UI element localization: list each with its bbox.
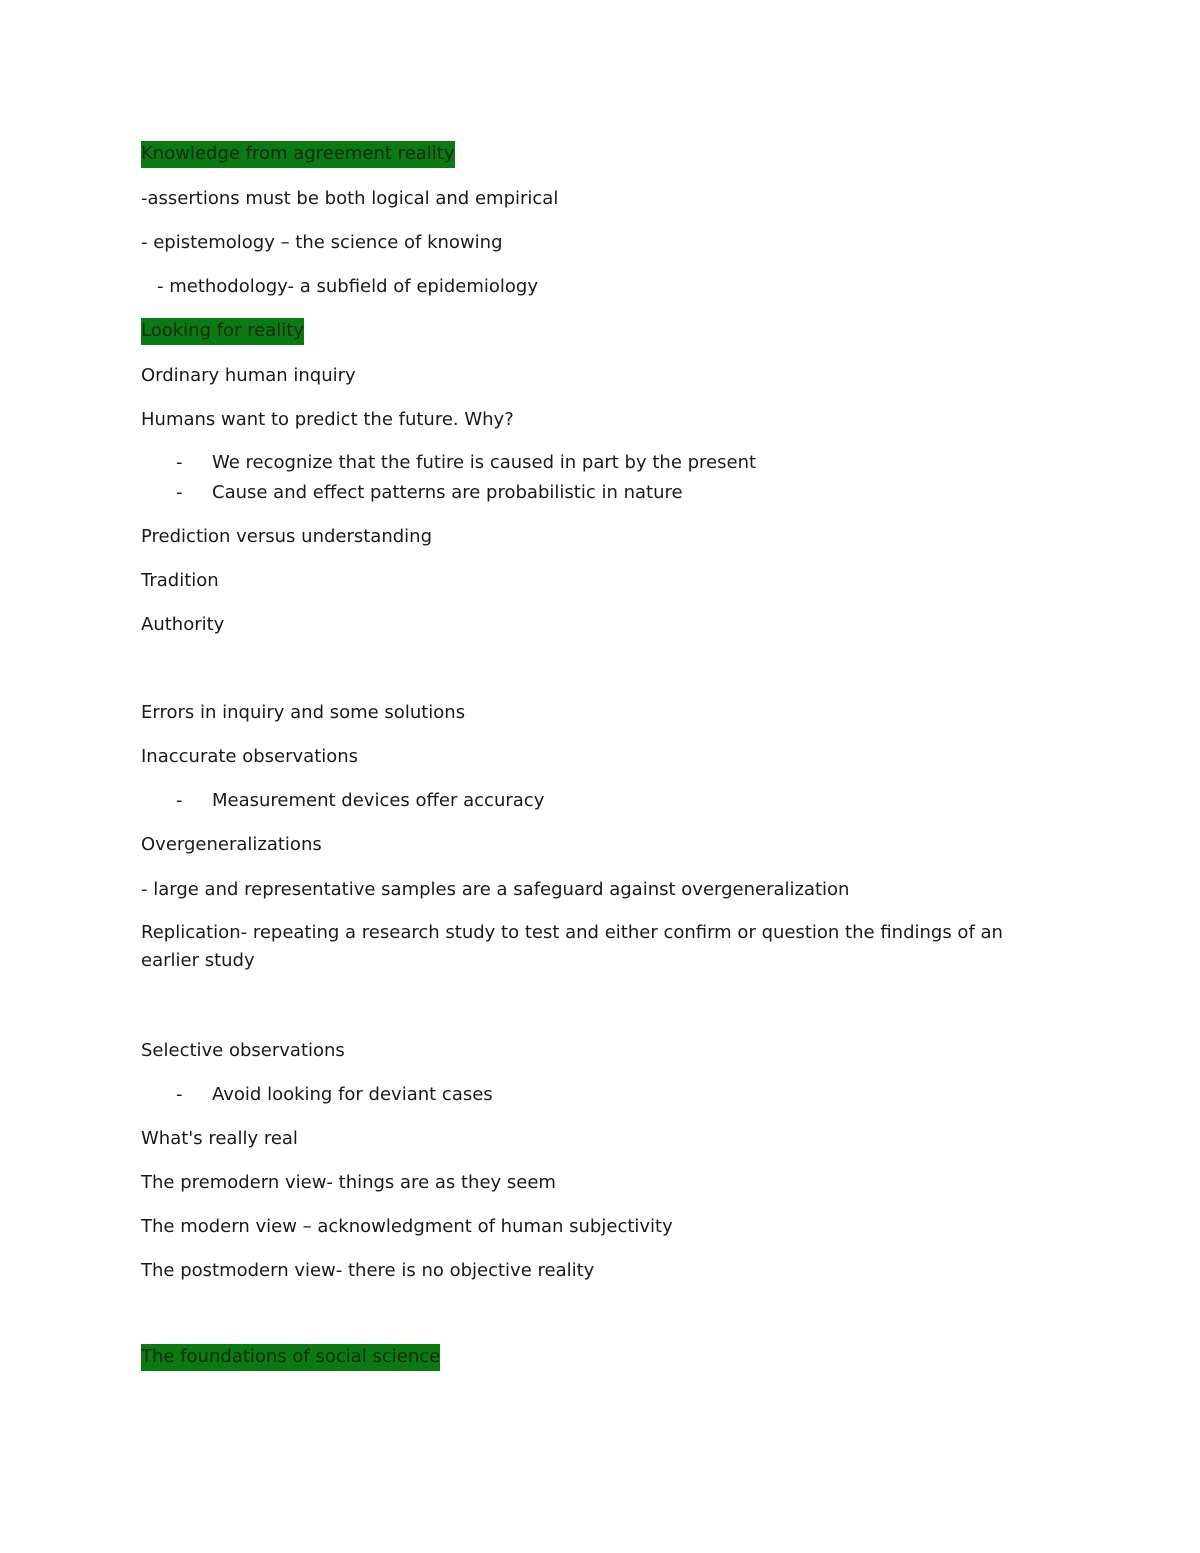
bullet-item: Cause and effect patterns are probabilistic in nature [212,482,683,503]
text-line: Inaccurate observations [141,746,359,767]
bullet-item: Measurement devices offer accuracy [212,790,545,811]
heading-knowledge-from-agreement-reality [141,143,455,165]
highlighted-heading-text: Looking for reality [141,318,304,345]
bullet-marker: - [176,1084,183,1105]
heading-foundations-of-social-science [141,1346,440,1368]
text-line: The premodern view- things are as they seem [141,1172,556,1193]
highlighted-heading-text: The foundations of social science [141,1344,440,1371]
bullet-item: We recognize that the futire is caused in part by the present [212,452,757,473]
bullet-marker: - [176,452,183,473]
text-line: Humans want to predict the future. Why? [141,409,514,430]
text-paragraph: Replication- repeating a research study to test and either confirm or question the findings of an earlier study [141,922,1003,971]
text-line: - methodology- a subfield of epidemiology [157,276,538,297]
text-line: What's really real [141,1128,298,1149]
highlighted-heading-text: Knowledge from agreement reality [141,141,455,168]
bullet-marker: - [176,790,183,811]
text-line: Authority [141,614,225,635]
text-line: -assertions must be both logical and empirical [141,188,559,209]
text-line: - epistemology – the science of knowing [141,232,503,253]
text-line: The modern view – acknowledgment of human subjectivity [141,1216,673,1237]
text-line: - large and representative samples are a safeguard against overgeneralization [141,879,850,900]
text-line: Tradition [141,570,219,591]
text-line: Prediction versus understanding [141,526,433,547]
bullet-item: Avoid looking for deviant cases [212,1084,493,1105]
bullet-marker: - [176,482,183,503]
text-line: The postmodern view- there is no objective reality [141,1260,595,1281]
text-line: Selective observations [141,1040,345,1061]
text-line: Ordinary human inquiry [141,365,356,386]
text-line: Errors in inquiry and some solutions [141,702,466,723]
heading-looking-for-reality [141,320,304,342]
text-line: Overgeneralizations [141,834,322,855]
